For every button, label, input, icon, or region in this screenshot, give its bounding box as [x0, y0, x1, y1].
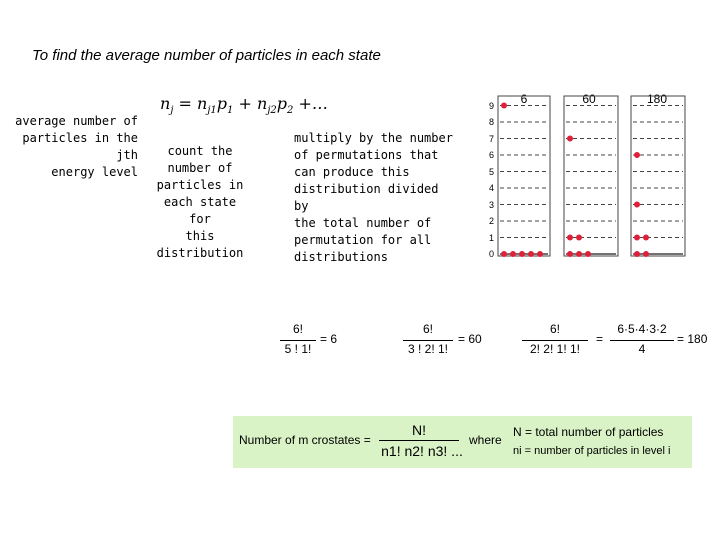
level-number: 9 [488, 101, 494, 111]
multiply-label-line: permutation for all [294, 233, 432, 247]
particle-dot [634, 251, 640, 257]
eq-term2-sub: j2 [267, 105, 277, 117]
multiply-label-line: distribution divided by [294, 182, 439, 213]
particle-dot [634, 152, 640, 158]
multiply-label-line: multiply by the number [294, 131, 453, 145]
average-label-line: energy level [51, 165, 138, 179]
fraction-3-result: = 180 [677, 332, 708, 346]
level-number: 2 [488, 216, 494, 226]
count-label-line: particles in [156, 178, 244, 192]
level-number: 5 [488, 167, 494, 177]
formula-def-ni: ni = number of particles in level i [513, 445, 671, 457]
eq-term2-p: p [276, 94, 288, 113]
average-label [6, 113, 138, 181]
column-count-3: 180 [646, 92, 668, 106]
eq-term1-coef: n [197, 94, 208, 113]
count-label-line: distribution [156, 246, 244, 260]
particle-dot [567, 136, 573, 142]
column-count-1: 6 [520, 92, 528, 106]
fraction-3-bar-2 [610, 340, 674, 341]
fraction-1-denominator: 5 ! 1! [284, 342, 312, 356]
energy-level-diagram [480, 90, 690, 265]
particle-dot [528, 251, 534, 257]
average-label-line: average number of [15, 114, 138, 128]
formula-label: Number of m crostates = [239, 433, 371, 447]
multiply-label-line: distributions [294, 250, 388, 264]
multiply-label [294, 130, 459, 266]
formula-bar [379, 440, 459, 441]
level-number: 4 [488, 183, 494, 193]
column-frame [498, 96, 550, 256]
eq-term2-coef: n [257, 94, 268, 113]
eq-lhs-sub: j [170, 105, 174, 117]
particle-dot [634, 235, 640, 241]
level-number: 1 [488, 233, 494, 243]
fraction-2-denominator: 3 ! 2! 1! [407, 342, 449, 356]
fraction-2-bar [403, 340, 453, 341]
fraction-3-denominator-2: 4 [638, 342, 646, 356]
multiply-label-line: the total number of [294, 216, 432, 230]
eq-plus: + [238, 94, 252, 113]
fraction-3-equals: = [596, 332, 604, 346]
particle-dot [643, 251, 649, 257]
eq-tail: +… [298, 94, 328, 113]
formula-numerator: N! [412, 422, 426, 438]
particle-dot [576, 251, 582, 257]
eq-lhs: n [160, 94, 171, 113]
fraction-1 [280, 322, 360, 362]
fraction-2 [403, 322, 493, 362]
level-number: 3 [488, 200, 494, 210]
eq-equals: = [178, 94, 192, 113]
slide-title: To find the average number of particles in each state [32, 47, 381, 64]
level-number: 8 [488, 117, 494, 127]
count-label-line: this [185, 229, 215, 243]
level-svg [480, 90, 690, 265]
fraction-2-result: = 60 [458, 332, 482, 346]
level-number: 6 [488, 150, 494, 160]
eq-term1-sub: j1 [207, 105, 217, 117]
formula-def-n: N = total number of particles [513, 425, 664, 439]
multiply-label-line: of permutations that [294, 148, 439, 162]
eq-term1-p: p [216, 94, 228, 113]
fraction-3-numerator: 6! [549, 322, 560, 336]
count-label-line: number of [167, 161, 233, 175]
formula-where: where [469, 433, 502, 447]
count-label-line: each state for [163, 195, 237, 226]
fraction-1-numerator: 6! [292, 322, 303, 336]
fraction-3-numerator-2: 6·5·4·3·2 [617, 322, 667, 336]
particle-dot [634, 202, 640, 208]
count-label-line: count the [167, 144, 233, 158]
average-label-line: particles in the jth [22, 131, 138, 162]
formula-denominator: n1! n2! n3! ... [381, 443, 463, 459]
fraction-2-numerator: 6! [422, 322, 433, 336]
particle-dot [510, 251, 516, 257]
fraction-3-denominator: 2! 2! 1! 1! [529, 342, 581, 356]
level-number: 0 [488, 249, 494, 259]
eq-term2-psub: 2 [287, 105, 294, 117]
column-frame [564, 96, 618, 256]
column-count-2: 60 [582, 92, 596, 106]
particle-dot [567, 251, 573, 257]
average-equation [160, 94, 328, 116]
particle-dot [501, 103, 507, 109]
column-frame [631, 96, 685, 256]
particle-dot [567, 235, 573, 241]
fraction-3-bar [522, 340, 588, 341]
particle-dot [585, 251, 591, 257]
particle-dot [501, 251, 507, 257]
particle-dot [519, 251, 525, 257]
multiply-label-line: can produce this [294, 165, 410, 179]
microstates-formula-box [233, 416, 692, 468]
eq-term1-psub: 1 [227, 105, 234, 117]
particle-dot [576, 235, 582, 241]
particle-dot [643, 235, 649, 241]
fraction-1-bar [280, 340, 316, 341]
fraction-1-result: = 6 [320, 332, 338, 346]
particle-dot [537, 251, 543, 257]
fraction-3 [522, 322, 716, 362]
level-number: 7 [488, 134, 494, 144]
count-label [150, 143, 250, 262]
